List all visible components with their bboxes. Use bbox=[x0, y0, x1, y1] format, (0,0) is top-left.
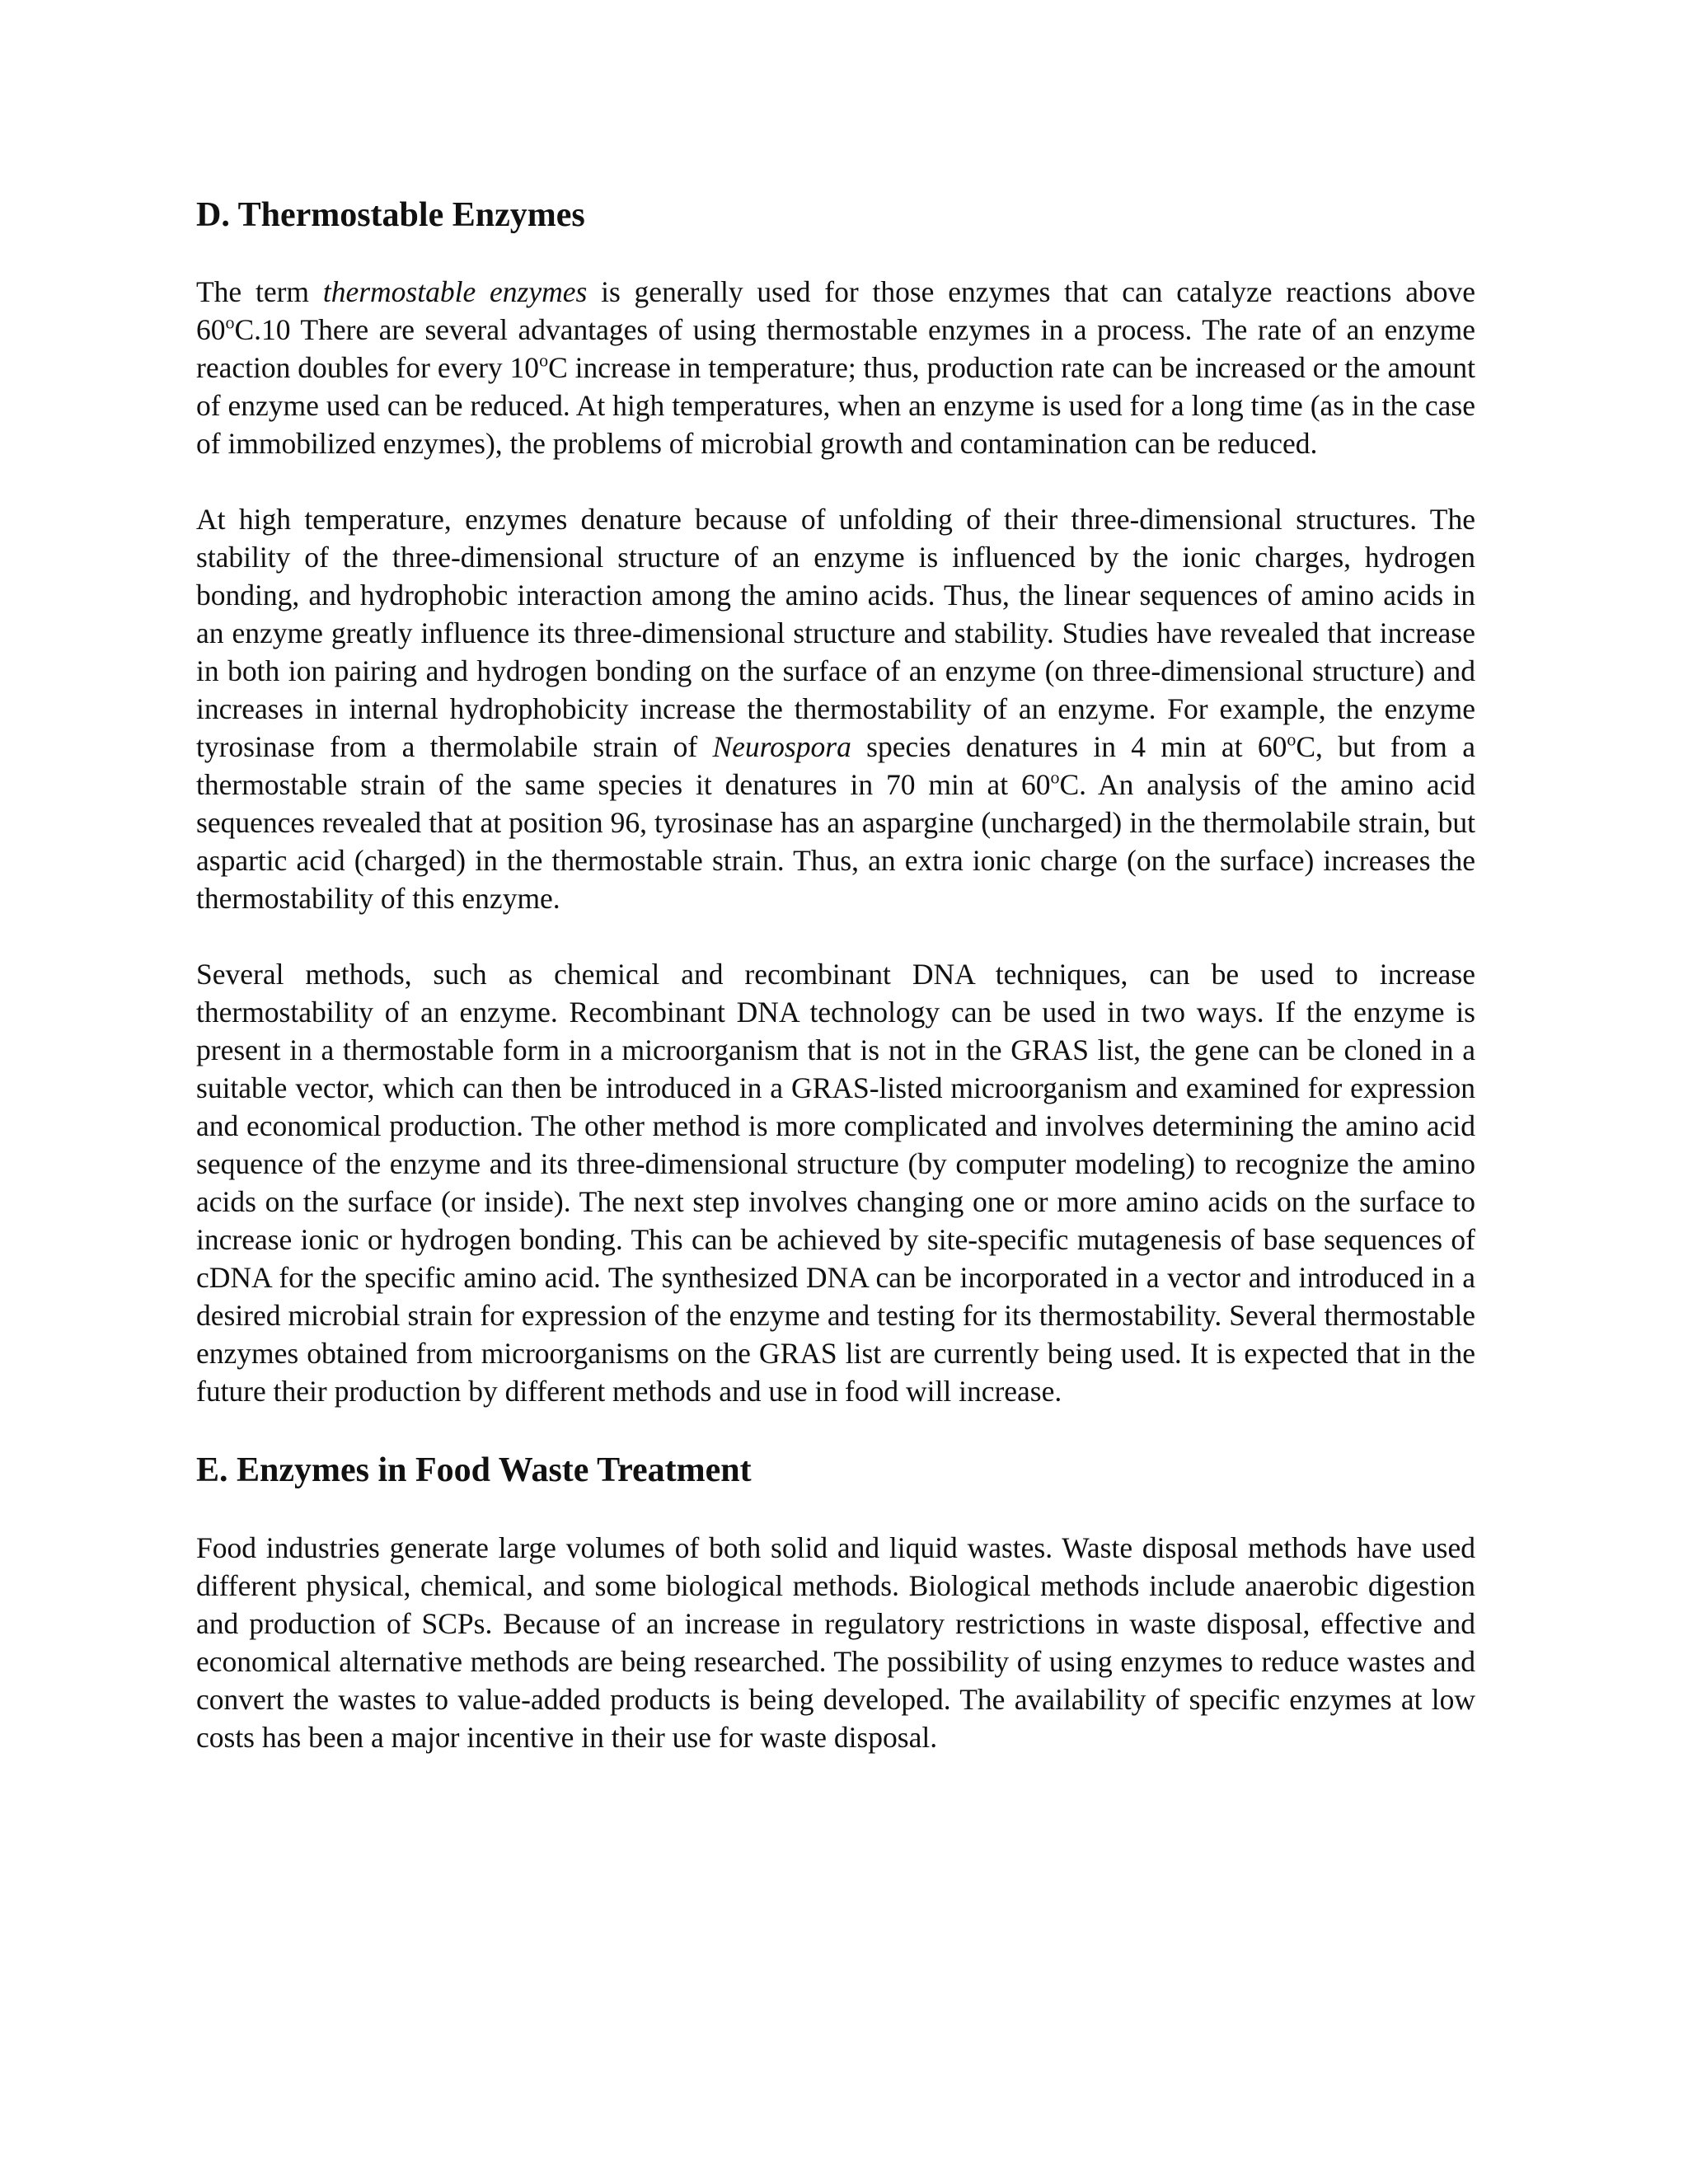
paragraph-thermostable-definition bbox=[196, 273, 1475, 462]
italic-term: thermostable enzymes bbox=[322, 275, 588, 309]
text-run: C, but from a thermostable strain of the same species it denatures in 70 min at 60 bbox=[196, 730, 1475, 802]
text-run: At high temperature, enzymes denature because of unfolding of their three-dimensional structures. The stability of the three-dimensional structure of an enzyme is influenced by the ionic charges, hydrogen bonding, and hydrophobic interaction among the amino acids. Thus, the linear sequences of amino acids in an enzyme greatly influence its three-dimensional structure and stability. Studies have revealed that increase in both ion pairing and hydrogen bonding on the surface of an enzyme (on three-dimensional structure) and increases in internal hydrophobicity increase the thermostability of an enzyme. For example, the enzyme tyrosinase from a thermolabile strain of bbox=[196, 503, 1475, 764]
text-run: C. An analysis of the amino acid sequences revealed that at position 96, tyrosinase has an aspargine (uncharged) in the thermolabile strain, but aspartic acid (charged) in the thermostable strain. Thus, an extra ionic charge (on the surface) increases the thermostability of this enzyme. bbox=[196, 768, 1475, 916]
degree-superscript: o bbox=[1050, 766, 1060, 788]
text-run: species denatures in 4 min at 60 bbox=[851, 730, 1287, 764]
section-heading-thermostable-enzymes: D. Thermostable Enzymes bbox=[196, 196, 585, 234]
document-page bbox=[196, 194, 1475, 1794]
section-heading-food-waste: E. Enzymes in Food Waste Treatment bbox=[196, 1451, 752, 1490]
text-run: C increase in temperature; thus, production rate can be increased or the amount of enzyme used can be reduced. At high temperatures, when an enzyme is used for a long time (as in the case of immobilized enzymes), the problems of microbial growth and contamination can be reduced. bbox=[196, 351, 1476, 461]
degree-superscript: o bbox=[539, 349, 549, 371]
paragraph-denaturation bbox=[196, 500, 1475, 917]
degree-superscript: o bbox=[225, 312, 235, 333]
paragraph-food-waste: Food industries generate large volumes of both solid and liquid wastes. Waste disposal methods have used different physical, chemical, and some biological methods. Biological methods include anaerobic digestion and production of SCPs. Because of an increase in regulatory restrictions in waste disposal, effective and economical alternative methods are being researched. The possibility of using enzymes to reduce wastes and convert the wastes to value-added products is being developed. The availability of specific enzymes at low costs has been a major incentive in their use for waste disposal. bbox=[196, 1530, 1475, 1754]
italic-species: Neurospora bbox=[712, 730, 851, 764]
paragraph-methods: Several methods, such as chemical and recombinant DNA techniques, can be used to increase thermostability of an enzyme. Recombinant DNA technology can be used in two ways. If the enzyme is present in a thermostable form in a microorganism that is not in the GRAS list, the gene can be cloned in a suitable vector, which can then be introduced in a GRAS-listed microorganism and examined for expression and economical production. The other method is more complicated and involves determining the amino acid sequence of the enzyme and its three-dimensional structure (by computer modeling) to recognize the amino acids on the surface (or inside). The next step involves changing one or more amino acids on the surface to increase ionic or hydrogen bonding. This can be achieved by site-specific mutagenesis of base sequences of cDNA for the specific amino acid. The synthesized DNA can be incorporated in a vector and introduced in a desired microbial strain for expression of the enzyme and testing for its thermostability. Several thermostable enzymes obtained from microorganisms on the GRAS list are currently being used. It is expected that in the future their production by different methods and use in food will increase. bbox=[196, 958, 1475, 1408]
text-run: The term bbox=[196, 275, 323, 309]
text-run: is generally used for those enzymes that can catalyze reactions above 60 bbox=[196, 275, 1475, 347]
text-run: C.10 There are several advantages of using thermostable enzymes in a process. The rate of an enzyme reaction doubles for every 10 bbox=[196, 313, 1475, 385]
degree-superscript: o bbox=[1287, 729, 1296, 750]
